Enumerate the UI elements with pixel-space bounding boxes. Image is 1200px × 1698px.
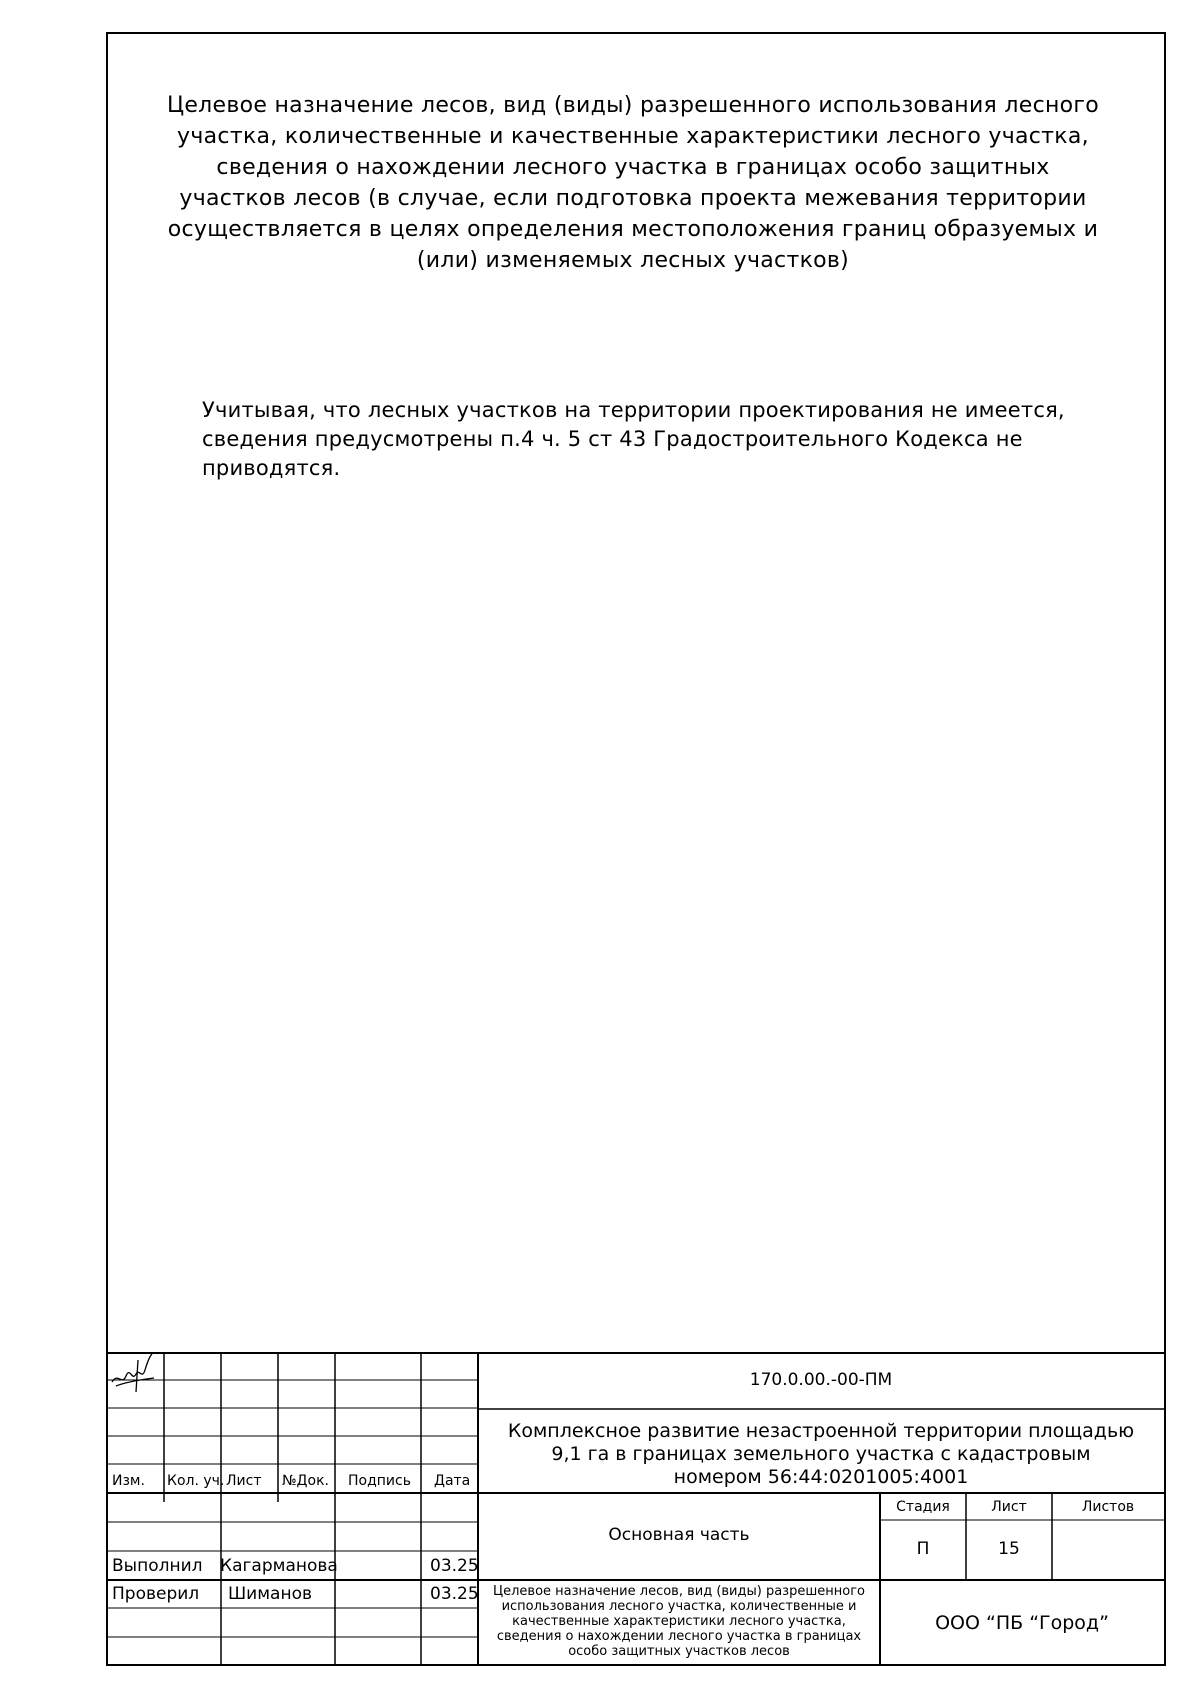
performed-date: 03.25 [430,1556,479,1576]
organization-name: ООО “ПБ “Город” [935,1612,1109,1634]
project-title-line: Комплексное развитие незастроенной территории площадью [507,1420,1135,1442]
performed-name: Кагарманова [220,1556,338,1576]
body-line: приводятся. [202,456,341,480]
sheet-title-line: качественные характеристики лесного участка, [512,1614,846,1629]
project-title-line: 9,1 га в границах земельного участка с кадастровым [551,1443,1091,1465]
sheet-title-line: использования лесного участка, количественные и [501,1599,857,1614]
title-block [108,1352,1164,1666]
sheet-title-line: Целевое назначение лесов, вид (виды) разрешенного [493,1584,865,1599]
sheet-title-line: особо защитных участков лесов [568,1644,790,1659]
project-title [478,1420,1164,1489]
heading-line: (или) изменяемых лесных участков) [416,248,850,273]
document-code: 170.0.00.-00-ПМ [749,1370,893,1390]
header-izm: Изм. [112,1473,145,1489]
performed-label: Выполнил [112,1556,203,1576]
sheet-header: Лист [991,1499,1027,1515]
sheet-title-line: сведения о нахождении лесного участка в границах [496,1629,862,1644]
drawing-sheet [106,32,1166,1666]
heading-line: участков лесов (в случае, если подготовка проекта межевания территории [179,186,1087,211]
section-heading [158,90,1108,276]
stage-value: П [916,1539,930,1559]
header-n-dok: №Док. [282,1473,329,1489]
section-name: Основная часть [608,1525,750,1545]
stage-header: Стадия [896,1499,950,1515]
project-title-line: номером 56:44:0201005:4001 [673,1466,969,1488]
header-list: Лист [226,1473,262,1489]
header-podpis: Подпись [348,1473,411,1489]
sheet-value: 15 [998,1539,1020,1559]
heading-line: участка, количественные и качественные характеристики лесного участка, [177,124,1089,149]
checked-label: Проверил [112,1584,200,1604]
heading-line: осуществляется в целях определения местоположения границ образуемых и [167,217,1099,242]
sheet-title [478,1584,880,1659]
signature-mark [108,1352,158,1396]
heading-line: сведения о нахождении лесного участка в границах особо защитных [216,155,1050,180]
checked-date: 03.25 [430,1584,479,1604]
header-kol-uch: Кол. уч. [167,1473,225,1489]
checked-name: Шиманов [228,1584,313,1604]
heading-line: Целевое назначение лесов, вид (виды) разрешенного использования лесного [166,93,1100,118]
body-line: сведения предусмотрены п.4 ч. 5 ст 43 Градостроительного Кодекса не [202,427,1023,451]
sheets-header: Листов [1081,1499,1135,1515]
header-data: Дата [434,1473,471,1489]
body-paragraph [202,396,1102,483]
body-line: Учитывая, что лесных участков на территории проектирования не имеется, [202,398,1065,422]
